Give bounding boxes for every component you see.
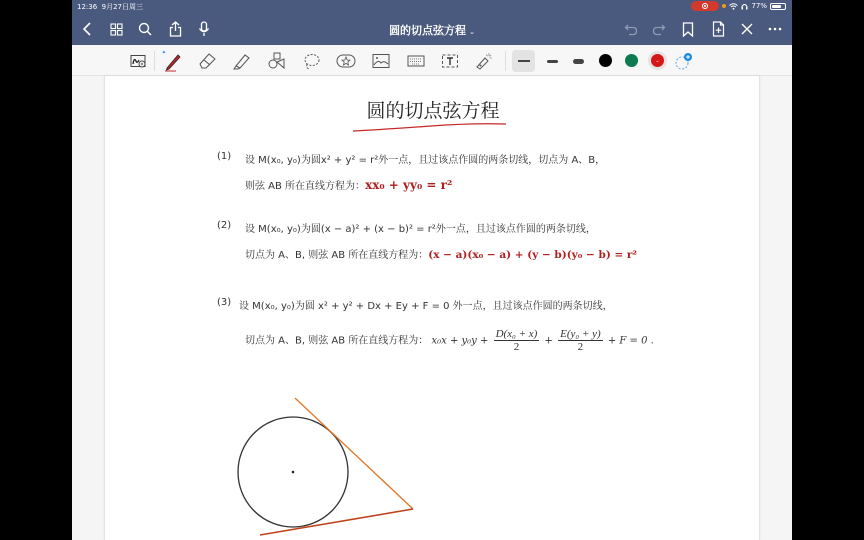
item-2-conclusion: 切点为 A、B, 则弦 AB 所在直线方程为：(x − a)(x₀ − a) + (y − b)(y₀ − b) = r²	[245, 249, 638, 261]
item-3-conclusion: 切点为 A、B, 则弦 AB 所在直线方程为： x₀x + y₀y + $\frac{\text{D(x₀ + x)}}{2}$ + $\frac{\text{E(y₀ + y)}}{2}$ + F = 0 .	[245, 328, 654, 353]
status-time: 12:36 9月27日周三	[77, 3, 144, 11]
toolbar-divider	[154, 51, 155, 71]
shapes-icon[interactable]	[267, 51, 287, 71]
image-icon[interactable]	[371, 51, 391, 71]
tangent-line-lower	[260, 509, 413, 535]
laser-pointer-icon[interactable]	[474, 51, 494, 71]
top-bar	[72, 0, 792, 45]
circle-center-dot	[292, 471, 295, 474]
stroke-width-thin[interactable]	[512, 50, 535, 72]
app-screen	[72, 0, 792, 540]
bookmark-icon[interactable]	[679, 21, 697, 37]
fraction-d: $\frac{\text{D(x₀ + x)}}{2}$	[495, 328, 538, 353]
drawing-toolbar	[72, 45, 792, 76]
battery-percent: 77%	[751, 2, 767, 10]
battery-icon	[770, 3, 786, 10]
screen-recording-icon[interactable]	[691, 1, 719, 11]
status-bar	[72, 0, 792, 13]
fraction-e: $\frac{\text{E(y₀ + y)}}{2}$	[560, 328, 601, 353]
title-underline-annotation	[351, 122, 511, 134]
color-swatch-red-selected[interactable]: ⌄	[648, 51, 667, 70]
add-page-icon[interactable]	[709, 21, 727, 37]
tangent-line-upper	[295, 398, 413, 509]
undo-icon[interactable]	[622, 21, 640, 37]
document-page[interactable]	[104, 76, 760, 540]
eraser-icon[interactable]	[197, 51, 217, 71]
lasso-icon[interactable]	[302, 51, 322, 71]
more-icon[interactable]	[766, 21, 784, 37]
item-2-formula: (x − a)(x₀ − a) + (y − b)(y₀ − b) = r²	[428, 249, 638, 261]
tangent-diagram	[225, 391, 445, 540]
chevron-down-icon: ⌄	[469, 28, 475, 36]
sticker-icon[interactable]	[336, 51, 356, 71]
item-2-number: (2)	[217, 220, 232, 231]
highlighter-icon[interactable]	[232, 51, 252, 71]
page-title: 圆的切点弦方程	[366, 100, 500, 122]
color-swatch-green[interactable]	[625, 54, 638, 67]
item-1-statement: 设 M(x₀, y₀)为圆x² + y² = r²外一点，且过该点作圆的两条切线，切点为 A、B，	[245, 155, 606, 166]
add-color-button[interactable]	[674, 52, 694, 72]
stroke-width-medium[interactable]	[542, 50, 562, 72]
toolbar-divider	[505, 51, 506, 71]
redo-icon[interactable]	[650, 21, 668, 37]
item-1-formula: xx₀ + yy₀ = r²	[365, 178, 453, 192]
stroke-width-thick[interactable]	[568, 50, 588, 72]
pen-icon[interactable]	[162, 51, 182, 71]
item-3-statement: 设 M(x₀, y₀)为圆 x² + y² + Dx + Ey + F = 0 外一点，且过该点作圆的两条切线，	[239, 301, 613, 312]
close-icon[interactable]	[738, 21, 756, 37]
status-right	[691, 1, 786, 11]
color-swatch-black[interactable]	[599, 54, 612, 67]
item-3-number: (3)	[217, 297, 232, 308]
wifi-icon	[729, 3, 738, 10]
handwriting-zoom-icon[interactable]	[128, 51, 148, 71]
item-1-conclusion: 则弦 AB 所在直线方程为：xx₀ + yy₀ = r²	[245, 178, 453, 192]
item-1-number: (1)	[217, 151, 232, 162]
keyboard-icon[interactable]	[406, 51, 426, 71]
item-2-statement: 设 M(x₀, y₀)为圆(x − a)² + (x − b)² = r²外一点，且过该点作圆的两条切线，	[245, 224, 596, 235]
mic-indicator-icon	[722, 4, 726, 8]
text-box-icon[interactable]	[440, 51, 460, 71]
nav-row	[72, 13, 792, 45]
headphones-icon	[741, 3, 748, 10]
document-title-menu[interactable]: 圆的切点弦方程 ⌄	[389, 24, 475, 37]
